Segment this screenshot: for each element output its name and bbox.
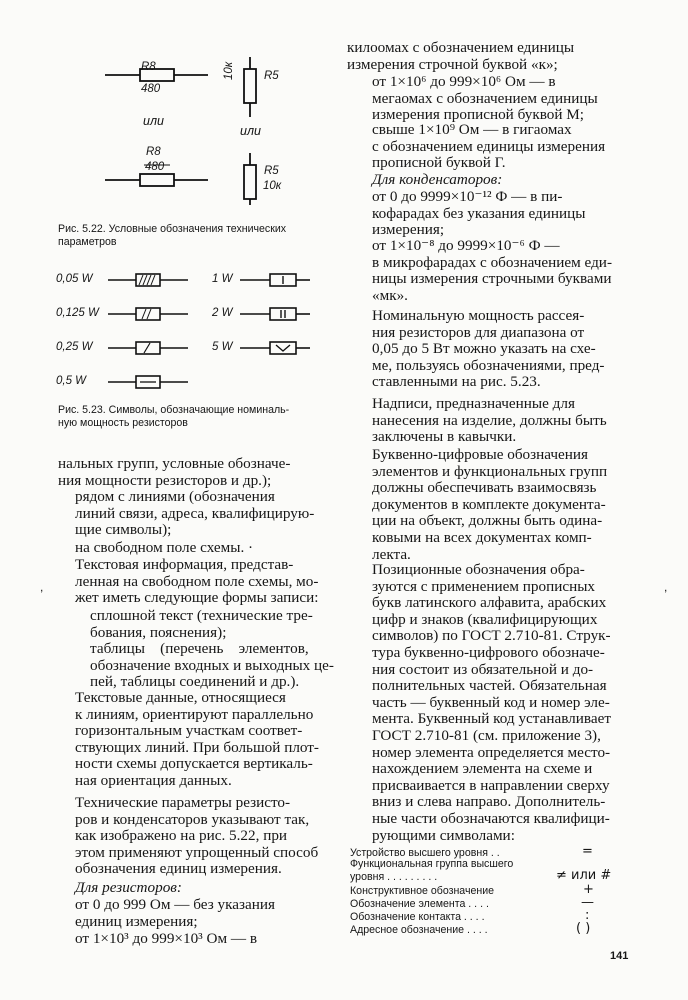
left-paragraph: сплошной текст (технические тре- бования, пояснения);: [90, 607, 313, 641]
table-row-label: Устройство высшего уровня . .: [350, 847, 500, 859]
table-row-label: Конструктивное обозначение: [350, 885, 495, 897]
left-paragraph: рядом с линиями (обозначения линий связи, адреса, квалифицирую- щие символы);: [75, 488, 315, 539]
table-row-symbol: ( ): [576, 921, 591, 936]
resistor-r8-bot-body: [140, 174, 174, 186]
figure-5-22-drawing: [100, 55, 290, 205]
figure-5-23-drawing: [100, 270, 310, 390]
symbol-2w-body: [270, 308, 296, 320]
power-label-0-25w: 0,25 W: [56, 341, 93, 353]
label-r5-bottom: R5: [264, 165, 279, 177]
table-row-label: Обозначение элемента . . . .: [350, 898, 489, 910]
label-r8-top: R8: [141, 61, 156, 73]
label-480-top: 480: [141, 83, 161, 95]
label-ili-1: или: [143, 114, 164, 128]
label-10k-left: 10к: [223, 61, 235, 80]
right-paragraph: от 0 до 9999×10⁻¹² Ф — в пи- кофарадах без указания единицы измерения;: [372, 188, 586, 239]
power-label-2w: 2 W: [212, 307, 233, 319]
resistor-r5-bot-body: [244, 165, 256, 199]
resistor-r5-top-body: [244, 69, 256, 103]
left-paragraph: от 1×10³ до 999×10³ Ом — в: [75, 930, 258, 947]
right-paragraph: Буквенно-цифровые обозначения элементов и функциональных групп должны обеспечивать взаимосвязь документов в комплекте документа- ции на объект, должны быть одина- ковыми на всех документах комп- лекта.: [372, 446, 608, 563]
left-paragraph: на свободном поле схемы. ·: [75, 539, 254, 556]
table-row-label: Функциональная группа высшего уровня . . . . . . . . .: [350, 858, 514, 884]
left-paragraph: от 0 до 999 Ом — без указания единиц измерения;: [75, 896, 275, 930]
label-10k-bottom: 10к: [263, 180, 282, 192]
right-paragraph: свыше 1×10⁹ Ом — в гигаомах с обозначением единицы измерения прописной буквой Г.: [372, 121, 606, 172]
table-row-symbol: =: [582, 844, 593, 859]
right-subheading: Для конденсаторов:: [372, 171, 503, 188]
symbol-025w-body: [136, 342, 160, 354]
power-label-0-125w: 0,125 W: [56, 307, 99, 319]
label-480-bottom: 480: [145, 161, 165, 173]
symbol-0125w-body: [136, 308, 160, 320]
table-row-symbol: —: [581, 895, 594, 910]
left-paragraph: таблицы (перечень элементов, обозначение входных и выходных це- пей, таблицы соединений и др.).: [90, 640, 334, 691]
figure-5-22-caption: Рис. 5.22. Условные обозначения технических параметров: [58, 223, 287, 249]
left-paragraph: Текстовая информация, представ- ленная на свободном поле схемы, мо- жет иметь следующие формы записи:: [75, 556, 319, 607]
right-paragraph: Номинальную мощность рассея- ния резисторов для диапазона от 0,05 до 5 Вт можно указать на схе- ме, пользуясь обозначениями, пред- ставленными на рис. 5.23.: [372, 307, 605, 391]
right-paragraph: килоомах с обозначением единицы измерения строчной буквой «к»;: [347, 39, 575, 73]
table-row-label: Обозначение контакта . . . .: [350, 911, 485, 923]
right-paragraph: от 1×10⁶ до 999×10⁶ Ом — в мегаомах с обозначением единицы измерения прописной буквой М;: [372, 73, 598, 124]
label-ili-2: или: [240, 124, 261, 138]
power-label-1w: 1 W: [212, 273, 233, 285]
left-paragraph: нальных групп, условные обозначе- ния мощности резисторов и др.);: [58, 455, 291, 489]
right-paragraph: Надписи, предназначенные для нанесения на изделие, должны быть заключены в кавычки.: [372, 395, 607, 446]
power-label-0-5w: 0,5 W: [56, 375, 87, 387]
symbol-5w-body: [270, 342, 296, 354]
label-r8-bottom: R8: [146, 146, 161, 158]
label-r5-top: R5: [264, 70, 279, 82]
power-label-5w: 5 W: [212, 341, 233, 353]
margin-mark-left: ,: [40, 580, 44, 594]
power-label-0-05w: 0,05 W: [56, 273, 93, 285]
right-paragraph: Позиционные обозначения обра- зуются с применением прописных букв латинского алфавита, арабских цифр и знаков (квалифицирующих символов) по ГОСТ 2.710-81. Струк- тура буквенно-цифрового обозначе- ния состоит из обязательной и до- полнительных частей. Обязательная часть — буквенный код и номер эле- мента. Буквенный код устанавливает ГОСТ 2.710-81 (см. приложение 3), номер элемента определяется место- нахождением элемента на схеме и присваивается в направлении сверху вниз и слева направо. Дополнитель- ные части обозначаются квалифици- рующими символами:: [372, 561, 611, 844]
page-number: 141: [610, 950, 629, 962]
left-paragraph: Технические параметры резисто- ров и конденсаторов указывают так, как изображено на рис. 5.22, при этом применяют упрощенный способ обозначения единиц измерения.: [75, 794, 319, 878]
right-paragraph: от 1×10⁻⁸ до 9999×10⁻⁶ Ф — в микрофарадах с обозначением еди- ницы измерения строчными буквами «мк».: [372, 237, 612, 304]
left-paragraph: Текстовые данные, относящиеся к линиям, ориентируют параллельно горизонтальным участкам соответ- ствующих линий. При большой плот- ности схемы допускается вертикаль- ная ориентация данных.: [75, 689, 319, 789]
table-row-symbol: :: [585, 908, 590, 923]
margin-mark: ,: [664, 580, 668, 594]
table-row-symbol: ≠ или #: [556, 868, 612, 883]
table-row-symbol: +: [583, 882, 594, 897]
figure-5-23-caption: Рис. 5.23. Символы, обозначающие номиналь- ную мощность резисторов: [58, 404, 290, 430]
left-subheading: Для резисторов:: [75, 879, 182, 896]
table-row-label: Адресное обозначение . . . .: [350, 924, 488, 936]
